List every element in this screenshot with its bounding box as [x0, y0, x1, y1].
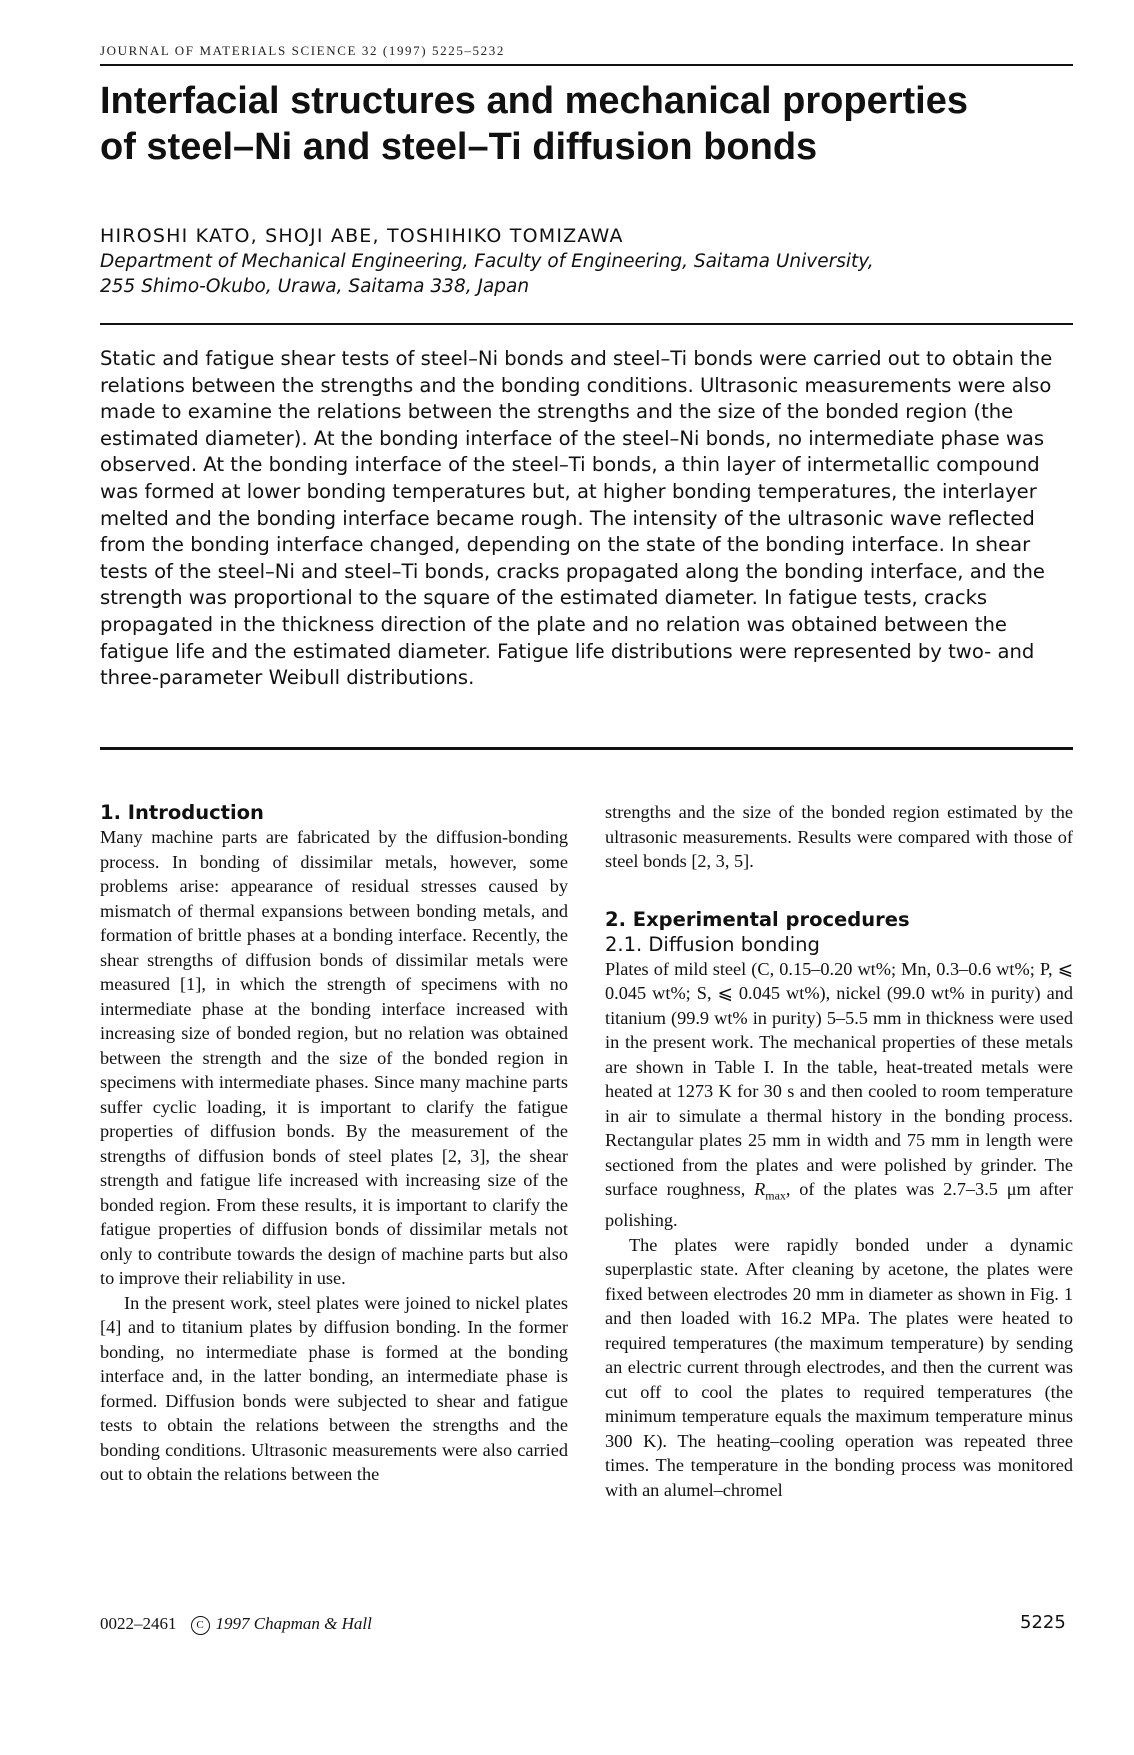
left-column — [100, 800, 568, 1487]
paper-title — [100, 78, 1080, 170]
issn: 0022–2461 — [100, 1614, 177, 1633]
copyright-icon: C — [191, 1616, 210, 1635]
diffusion-bonding-subheading: 2.1. Diffusion bonding — [605, 932, 820, 956]
experimental-paragraph-1-tail: , of the plates was 2.7–3.5 μm after polishing. — [605, 1179, 1073, 1231]
rmax-symbol: R — [754, 1179, 766, 1199]
affiliation — [100, 249, 1080, 299]
affiliation-line-2: 255 Shimo-Okubo, Urawa, Saitama 338, Japan — [100, 276, 530, 297]
author-list: HIROSHI KATO, SHOJI ABE, TOSHIHIKO TOMIZAWA — [100, 225, 624, 247]
experimental-paragraph-1 — [605, 957, 1073, 1233]
title-line-2: of steel–Ni and steel–Ti diffusion bonds — [100, 126, 818, 168]
footer-publication-info — [100, 1614, 372, 1635]
section-spacer — [605, 874, 1073, 907]
introduction-heading: 1. Introduction — [100, 801, 264, 824]
header-rule — [100, 64, 1073, 66]
abstract-bottom-rule — [100, 747, 1073, 750]
running-head: JOURNAL OF MATERIALS SCIENCE 32 (1997) 5225–5232 — [100, 43, 505, 58]
abstract-top-rule — [100, 323, 1073, 325]
publisher: 1997 Chapman & Hall — [215, 1614, 372, 1633]
experimental-heading: 2. Experimental procedures — [605, 907, 910, 931]
title-line-1: Interfacial structures and mechanical properties — [100, 80, 968, 122]
page-number: 5225 — [1020, 1612, 1066, 1633]
affiliation-line-1: Department of Mechanical Engineering, Faculty of Engineering, Saitama University, — [100, 251, 874, 272]
introduction-paragraph-2-continued: strengths and the size of the bonded region estimated by the ultrasonic measurements. Results were compared with those of steel bonds [2, 3, 5]. — [605, 802, 1073, 871]
introduction-paragraph-2: In the present work, steel plates were joined to nickel plates [4] and to titanium plates by diffusion bonding. In the former bonding, no intermediate phase is formed at the bonding interface and, in the latter bonding, an intermediate phase is formed. Diffusion bonds were subjected to shear and fatigue tests to obtain the relations between the strengths and the bonding conditions. Ultrasonic measurements were also carried out to obtain the relations between the — [100, 1292, 568, 1484]
abstract: Static and fatigue shear tests of steel–Ni bonds and steel–Ti bonds were carried out to obtain the relations between the strengths and the bonding conditions. Ultrasonic measurements were also made to examine the relations between the strengths and the size of the bonded region (the estimated diameter). At the bonding interface of the steel–Ni bonds, no intermediate phase was observed. At the bonding interface of the steel–Ti bonds, a thin layer of intermetallic compound was formed at lower bonding temperatures but, at higher bonding temperatures, the interlayer melted and the bonding interface became rough. The intensity of the ultrasonic wave reflected from the bonding interface changed, depending on the state of the bonding interface. In shear tests of the steel–Ni and steel–Ti bonds, cracks propagated along the bonding interface, and the strength was proportional to the square of the estimated diameter. In fatigue tests, cracks propagated in the thickness direction of the plate and no relation was obtained between the fatigue life and the estimated diameter. Fatigue life distributions were represented by two- and three-parameter Weibull distributions. — [100, 347, 1053, 690]
experimental-paragraph-1-text: Plates of mild steel (C, 0.15–0.20 wt%; Mn, 0.3–0.6 wt%; P, ⩽ 0.045 wt%; S, ⩽ 0.045 wt%), nickel (99.0 wt% in purity) and titanium (99.9 wt% in purity) 5–5.5 mm in thickness were used in the present work. The mechanical properties of these metals are shown in Table I. In the table, heat-treated metals were heated at 1273 K for 30 s and then cooled to room temperature in air to simulate a thermal history in the bonding process. Rectangular plates 25 mm in width and 75 mm in length were sectioned from the plates and were polished by grinder. The surface roughness, — [605, 958, 1073, 1199]
rmax-subscript: max — [765, 1188, 786, 1203]
introduction-paragraph-1: Many machine parts are fabricated by the diffusion-bonding process. In bonding of dissimilar metals, however, some problems arise: appearance of residual stresses caused by mismatch of thermal expansions between bonding metals, and formation of brittle phases at a bonding interface. Recently, the shear strengths of diffusion bonds of dissimilar metals were measured [1], in which the strength of specimens with no intermediate phase at the bonding interface increased with increasing size of bonded region, but no relation was obtained between the strength and the size of the bonded region in specimens with intermediate phases. Since many machine parts suffer cyclic loading, it is important to clarify the fatigue properties of diffusion bonds. By the measurement of the strengths of diffusion bonds of steel plates [2, 3], the shear strength and fatigue life increased with increasing size of the bonded region. From these results, it is important to clarify the fatigue properties of diffusion bonds of dissimilar metals not only to contribute towards the design of machine parts but also to improve their reliability in use. — [100, 827, 568, 1288]
experimental-paragraph-2: The plates were rapidly bonded under a dynamic superplastic state. After cleaning by acetone, the plates were fixed between electrodes 20 mm in diameter as shown in Fig. 1 and then loaded with 16.2 MPa. The plates were heated to required temperatures (the maximum temperature) by sending an electric current through electrodes, and then the current was cut off to cool the plates to required temperatures (the minimum temperature equals the maximum temperature minus 300 K). The heating–cooling operation was repeated three times. The temperature in the bonding process was monitored with an alumel–chromel — [605, 1234, 1073, 1500]
right-column — [605, 800, 1073, 1502]
